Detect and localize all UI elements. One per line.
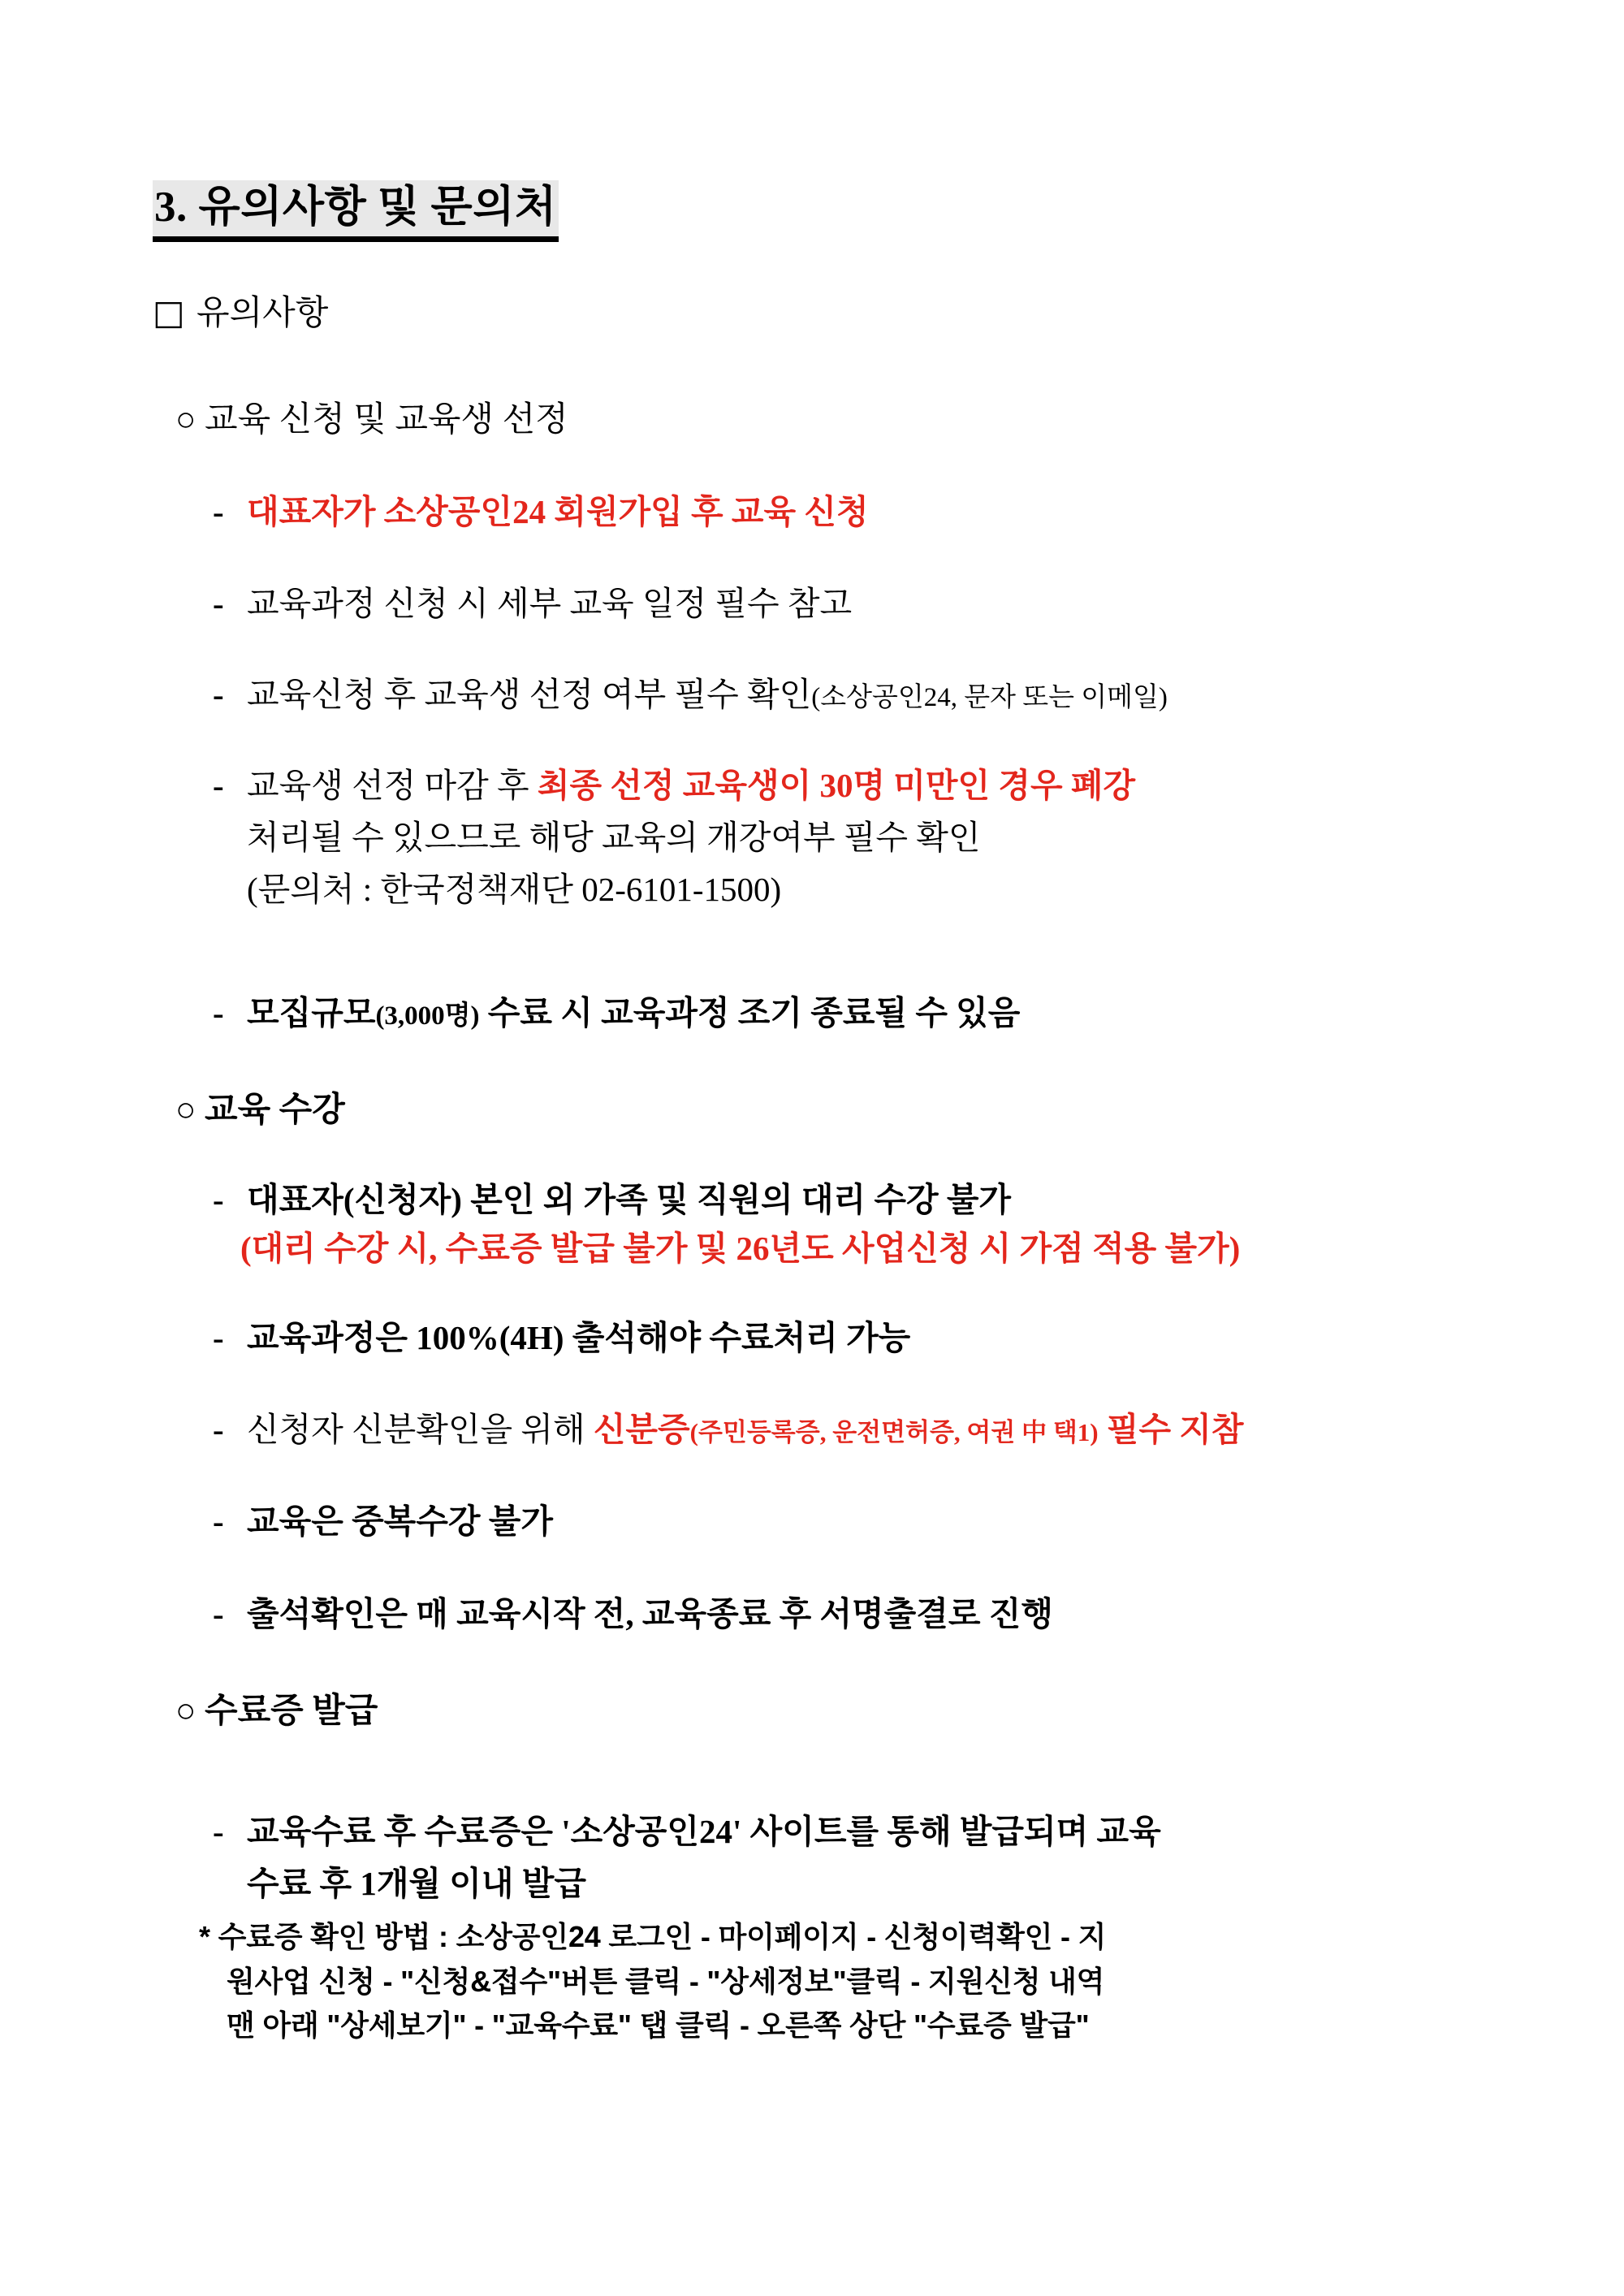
list-item-text: 교육은 중복수강 불가 <box>247 1503 553 1540</box>
list-item-text <box>247 1409 1244 1450</box>
list-item-text: 출석확인은 매 교육시작 전, 교육종료 후 서명출결로 진행 <box>247 1595 1053 1632</box>
circle-bullet-icon: ○ <box>175 1693 197 1730</box>
list-item-text: 대표자가 소상공인24 회원가입 후 교육 신청 <box>247 493 869 530</box>
dash-bullet-icon: - <box>213 994 224 1031</box>
group-heading-apply <box>175 400 568 440</box>
list-item-text-line2: (대리 수강 시, 수료증 발급 불가 및 26년도 사업신청 시 가점 적용 불가) <box>240 1230 1241 1268</box>
dash-bullet-icon: - <box>213 585 224 622</box>
dash-bullet-icon: - <box>213 767 224 804</box>
list-item-text: 교육수료 후 수료증은 '소상공인24' 사이트를 통해 발급되며 교육 <box>247 1813 1161 1850</box>
list-item-text-main: 모집규모 <box>247 994 376 1031</box>
list-item-text: 교육과정은 100%(4H) 출석해야 수료처리 가능 <box>247 1319 911 1356</box>
list-item-text: 교육과정 신청 시 세부 교육 일정 필수 참고 <box>247 585 853 622</box>
list-item <box>213 491 869 532</box>
list-item-text <box>247 674 1168 715</box>
footnote-line-2: 원사업 신청 - "신청&접수"버튼 클릭 - "상세정보"클릭 - 지원신청 내역 <box>227 1964 1105 1998</box>
list-item-text-line3: (문의처 : 한국정책재단 02-6101-1500) <box>247 871 782 909</box>
list-item-text-main: 교육신청 후 교육생 선정 여부 필수 확인 <box>247 676 812 713</box>
dash-bullet-icon: - <box>213 1181 224 1218</box>
list-item-text-tail: 필수 지참 <box>1098 1411 1244 1448</box>
list-item <box>213 1179 1240 1269</box>
page-title-text: 3. 유의사항 및 문의처 <box>153 180 559 242</box>
footnote-line-3: 맨 아래 "상세보기" - "교육수료" 탭 클릭 - 오른쪽 상단 "수료증 발급" <box>227 2008 1090 2043</box>
list-item-text-tail: 수료 시 교육과정 조기 종료될 수 있음 <box>479 994 1021 1031</box>
dash-bullet-icon: - <box>213 1595 224 1632</box>
dash-bullet-icon: - <box>213 676 224 713</box>
list-item-text-note: (3,000명) <box>375 1001 480 1031</box>
group-heading-label: 수료증 발급 <box>205 1693 378 1730</box>
dash-bullet-icon: - <box>213 1411 224 1448</box>
dash-bullet-icon: - <box>213 493 224 530</box>
list-item-text <box>247 992 1020 1033</box>
dash-bullet-icon: - <box>213 1503 224 1540</box>
dash-bullet-icon: - <box>213 1319 224 1356</box>
list-item-text-line2: 처리될 수 있으므로 해당 교육의 개강여부 필수 확인 <box>247 819 981 857</box>
circle-bullet-icon: ○ <box>175 401 197 439</box>
list-item-text-emphasis: 신분증 <box>593 1411 690 1448</box>
list-item-text-line2: 수료 후 1개월 이내 발급 <box>247 1865 586 1903</box>
list-item-text <box>247 765 1135 806</box>
footnote <box>199 1915 1466 2048</box>
list-item <box>213 1317 910 1358</box>
list-item-text-main: 신청자 신분확인을 위해 <box>247 1411 594 1448</box>
page-title <box>153 180 559 242</box>
list-item-text-main: 교육생 선정 마감 후 <box>247 767 538 804</box>
group-heading-label: 교육 신청 및 교육생 선정 <box>205 401 568 439</box>
list-item <box>213 583 852 624</box>
list-item-text: 대표자(신청자) 본인 외 가족 및 직원의 대리 수강 불가 <box>247 1181 1012 1218</box>
list-item <box>213 1501 553 1541</box>
square-bullet-icon: □ <box>153 292 185 332</box>
list-item <box>213 992 1020 1033</box>
list-item-text-emphasis: 최종 선정 교육생이 30명 미만인 경우 폐강 <box>537 767 1136 804</box>
circle-bullet-icon: ○ <box>175 1092 197 1129</box>
section-heading-label: 유의사항 <box>197 295 329 332</box>
dash-bullet-icon: - <box>213 1813 224 1850</box>
footnote-line-1: * 수료증 확인 방법 : 소상공인24 로그인 - 마이페이지 - 신청이력확인 - 지 <box>199 1920 1107 1953</box>
group-heading-label: 교육 수강 <box>205 1092 345 1129</box>
list-item <box>213 1593 1053 1634</box>
section-heading-notes <box>153 292 328 334</box>
list-item-text-note: (소상공인24, 문자 또는 이메일) <box>811 683 1168 712</box>
list-item <box>213 674 1168 715</box>
group-heading-attendance <box>175 1090 345 1131</box>
list-item <box>213 1409 1244 1450</box>
list-item <box>213 1811 1161 1904</box>
list-item-text-note: (주민등록증, 운전면허증, 여권 中 택1) <box>689 1418 1099 1446</box>
list-item <box>213 765 1135 910</box>
group-heading-certificate <box>175 1691 378 1732</box>
